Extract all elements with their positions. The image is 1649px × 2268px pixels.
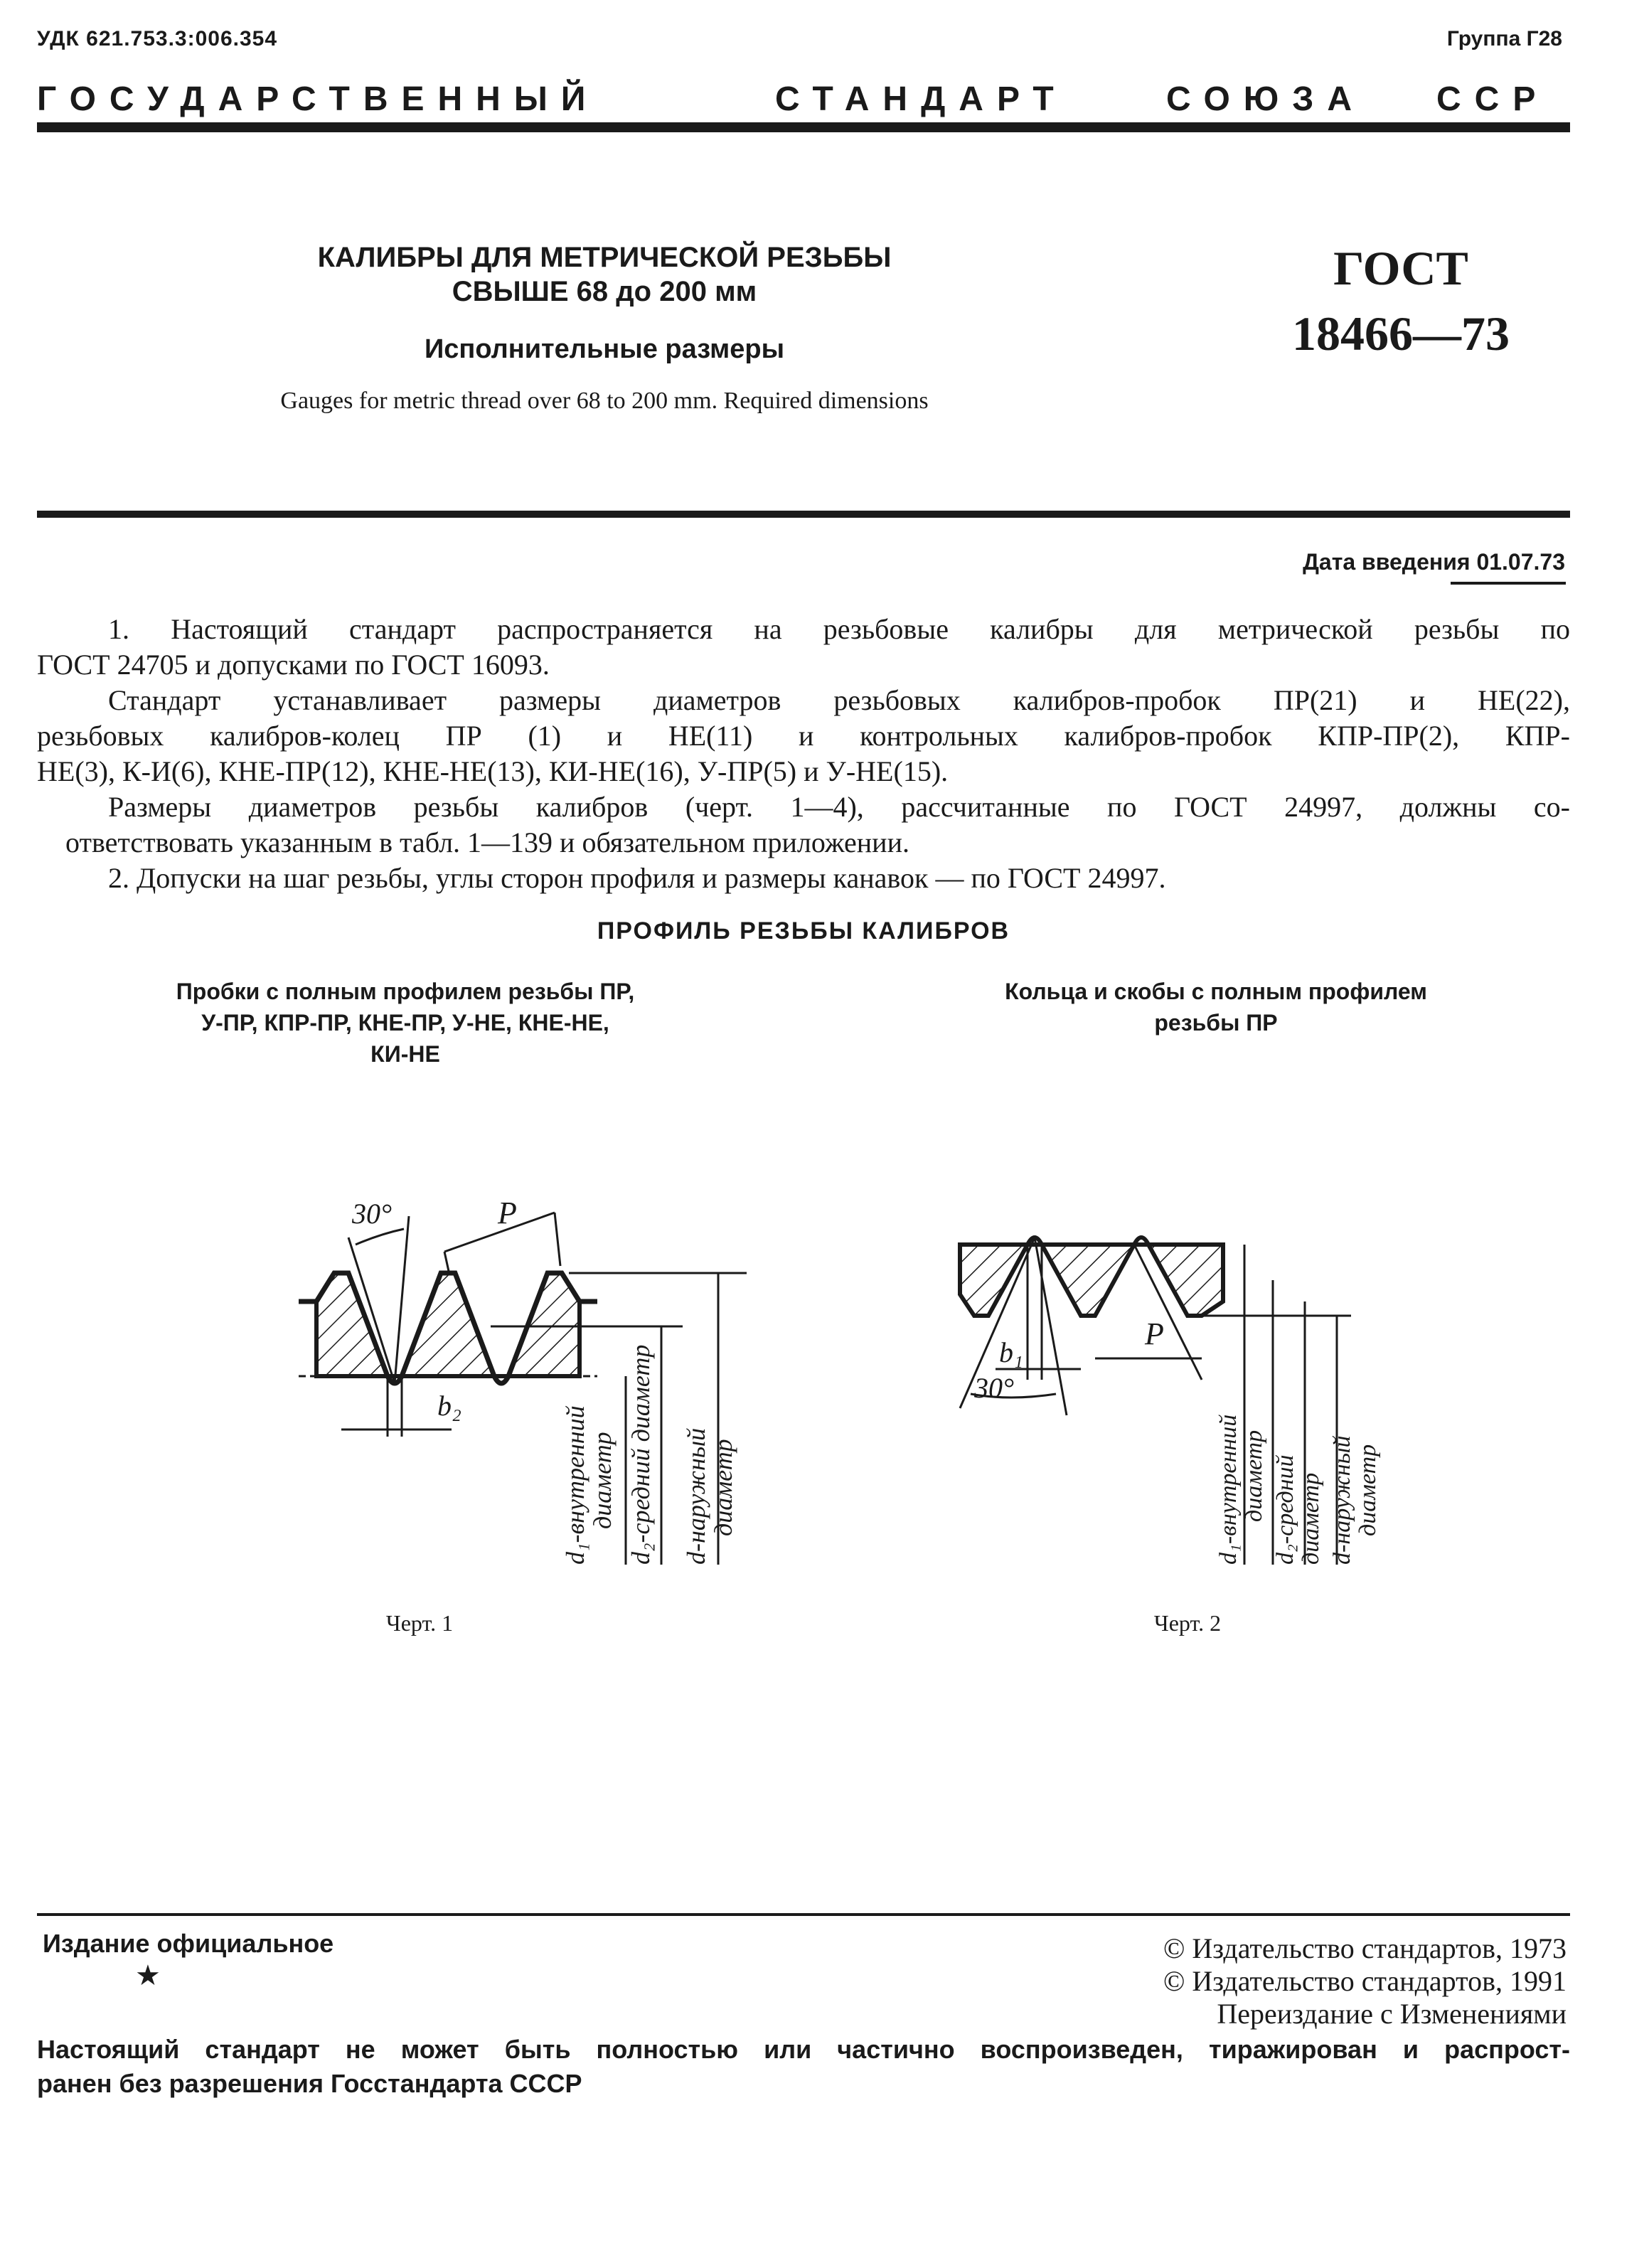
notice-line-1: Настоящий стандарт не может быть полностью или частично воспроизведен, тиражирован и распрост- (37, 2035, 1570, 2064)
fig1-angle-label: 30° (352, 1198, 392, 1230)
fig2-d2b-text: диаметр (1298, 1472, 1324, 1565)
intro-date: Дата введения 01.07.73 (1303, 549, 1565, 575)
fig2-db-text: диаметр (1355, 1444, 1381, 1536)
fig2-d1-label (1216, 1415, 1267, 1565)
banner-word-2: СТАНДАРТ (775, 80, 1067, 118)
fig2-angle-label: 30° (974, 1372, 1014, 1404)
gost-label: ГОСТ (1333, 241, 1468, 295)
title-rule (37, 511, 1570, 518)
paragraph-3 (37, 789, 1570, 861)
group-code: Группа Г28 (1446, 27, 1562, 50)
p3-line-1: Размеры диаметров резьбы калибров (черт. 1—4), рассчитанные по ГОСТ 24997, должны со- (108, 791, 1570, 823)
section-title: ПРОФИЛЬ РЕЗЬБЫ КАЛИБРОВ (597, 917, 1010, 944)
p2-line-1: Стандарт устанавливает размеры диаметров резьбовых калибров-пробок ПР(21) и НЕ(22), (108, 684, 1570, 716)
fig2-thread-body (960, 1237, 1223, 1316)
fig2-d-text: d-наружный (1329, 1435, 1355, 1565)
fig2-d1-text: d₁-внутренний (1215, 1414, 1242, 1565)
edition-label: Издание официальное (43, 1929, 334, 1958)
p1-line-2: ГОСТ 24705 и допусками по ГОСТ 16093. (37, 649, 550, 681)
fig2-d2-text: d₂-средний (1272, 1454, 1298, 1565)
p2-line-2: резьбовых калибров-колец ПР (1) и НЕ(11) и контрольных калибров-пробок КПР-ПР(2), КПР- (37, 720, 1570, 752)
fig2-d-label (1330, 1435, 1381, 1565)
title-line-1: КАЛИБРЫ ДЛЯ МЕТРИЧЕСКОЙ РЕЗЬБЫ (317, 242, 892, 273)
fig1-caption: Черт. 1 (385, 1610, 454, 1636)
fig2-heading-2: резьбы ПР (1154, 1010, 1278, 1035)
intro-date-underline (1451, 582, 1566, 585)
fig2-d2-label (1273, 1454, 1324, 1565)
p1-line-1: 1. Настоящий стандарт распространяется на резьбовые калибры для метрической резьбы по (108, 613, 1570, 645)
udc-code: УДК 621.753.3:006.354 (37, 27, 278, 50)
copyright-1973: © Издательство стандартов, 1973 (1163, 1932, 1567, 1964)
fig2-pitch-label: P (1145, 1316, 1164, 1351)
title-line-2: СВЫШЕ 68 до 200 мм (452, 276, 757, 307)
fig1-d2-label: d₂-средний диаметр (626, 1344, 655, 1565)
subtitle: Исполнительные размеры (424, 334, 785, 364)
banner-rule (37, 122, 1570, 132)
banner-word-4: ССР (1436, 80, 1549, 118)
paragraph-1 (37, 612, 1570, 683)
fig1-d-label (683, 1428, 737, 1565)
gost-number: 18466—73 (1292, 307, 1510, 361)
fig1-db-text: диаметр (709, 1439, 737, 1536)
fig1-b2-label: b₂ (437, 1390, 461, 1422)
footer-rule (37, 1913, 1570, 1916)
notice-line-2: ранен без разрешения Госстандарта СССР (37, 2069, 582, 2098)
fig2-heading (924, 976, 1507, 1038)
banner-word-1: ГОСУДАРСТВЕННЫЙ (37, 80, 599, 118)
fig2-d1b-text: диаметр (1241, 1430, 1267, 1522)
fig2-b1-label: b₁ (999, 1336, 1023, 1368)
p2-line-3: НЕ(3), К-И(6), КНЕ-ПР(12), КНЕ-НЕ(13), КИ-НЕ(16), У-ПР(5) и У-НЕ(15). (37, 755, 949, 787)
copyright-1991: © Издательство стандартов, 1991 (1163, 1965, 1567, 1997)
fig1-d-text: d-наружный (682, 1427, 710, 1565)
fig2-heading-1: Кольца и скобы с полным профилем (1005, 979, 1427, 1004)
paragraph-2 (37, 683, 1570, 789)
p3-line-2: ответствовать указанным в табл. 1—139 и обязательном приложении. (65, 826, 909, 858)
fig1-d1b-text: диаметр (588, 1432, 617, 1529)
fig1-heading (114, 976, 697, 1070)
paragraph-4: 2. Допуски на шаг резьбы, углы сторон профиля и размеры канавок — по ГОСТ 24997. (108, 862, 1166, 894)
fig1-heading-3: КИ-НЕ (370, 1041, 440, 1067)
fig1-d1-label (562, 1405, 616, 1565)
fig2-caption: Черт. 2 (1153, 1610, 1222, 1636)
fig1-d1-text: d₁-внутренний (561, 1405, 589, 1565)
english-title: Gauges for metric thread over 68 to 200 mm. Required dimensions (280, 388, 929, 414)
reprint-note: Переиздание с Изменениями (1217, 1998, 1567, 2030)
banner-word-3: СОЮЗА (1166, 80, 1366, 118)
fig1-heading-1: Пробки с полным профилем резьбы ПР, (176, 979, 635, 1004)
fig1-pitch-label: P (498, 1196, 517, 1230)
notice (37, 2033, 1570, 2101)
fig1-heading-2: У-ПР, КПР-ПР, КНЕ-ПР, У-НЕ, КНЕ-НЕ, (201, 1010, 609, 1035)
star-mark: ★ (135, 1959, 161, 1991)
